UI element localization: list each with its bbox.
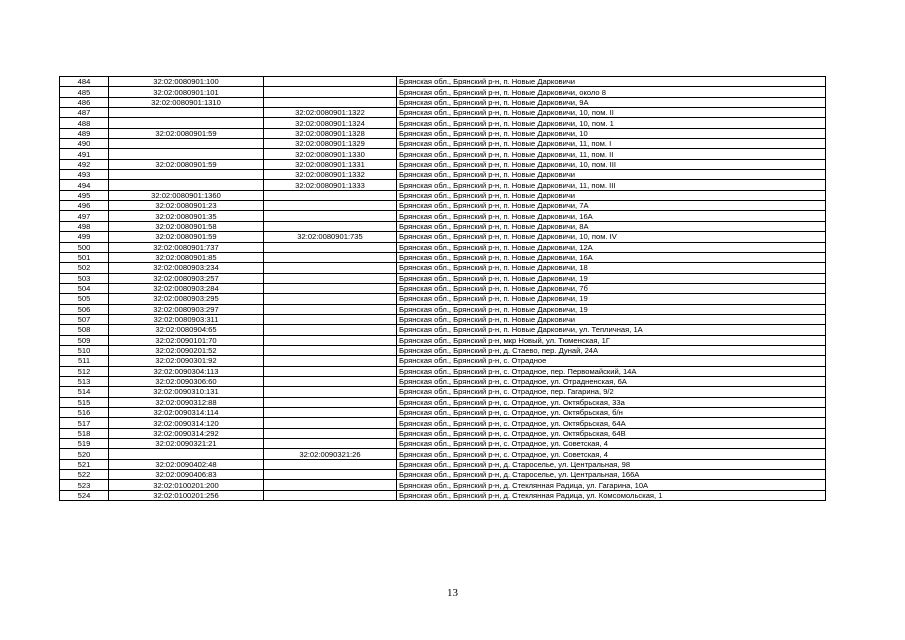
cadastral-number-cell: 32:02:0090321:21 [109,439,264,449]
table-row [60,490,826,500]
row-number-cell: 505 [60,294,109,304]
row-number-cell: 499 [60,232,109,242]
table-row [60,139,826,149]
cadastral-number-cell: 32:02:0080903:297 [109,304,264,314]
cadastral-number-cell: 32:02:0090301:92 [109,356,264,366]
address-cell: Брянская обл., Брянский р-н, п. Новые Дарковичи, 11, пом. III [397,180,826,190]
row-number-cell: 521 [60,459,109,469]
table-row [60,242,826,252]
row-number-cell: 509 [60,335,109,345]
row-number-cell: 503 [60,273,109,283]
premises-cadastral-number-cell [264,376,397,386]
table-row [60,418,826,428]
premises-cadastral-number-cell [264,263,397,273]
address-cell: Брянская обл., Брянский р-н, с. Отрадное, пер. Первомайский, 14А [397,366,826,376]
premises-cadastral-number-cell: 32:02:0080901:1328 [264,128,397,138]
address-cell: Брянская обл., Брянский р-н, с. Отрадное [397,356,826,366]
row-number-cell: 488 [60,118,109,128]
premises-cadastral-number-cell [264,221,397,231]
table-row [60,335,826,345]
cadastral-number-cell: 32:02:0080901:1310 [109,97,264,107]
cadastral-number-cell: 32:02:0080901:85 [109,252,264,262]
row-number-cell: 500 [60,242,109,252]
premises-cadastral-number-cell: 32:02:0080901:1330 [264,149,397,159]
property-table [59,76,826,501]
premises-cadastral-number-cell [264,252,397,262]
table-row [60,87,826,97]
premises-cadastral-number-cell: 32:02:0080901:1333 [264,180,397,190]
cadastral-number-cell [109,118,264,128]
table-row [60,408,826,418]
cadastral-number-cell: 32:02:0090402:48 [109,459,264,469]
table-row [60,459,826,469]
table-row [60,449,826,459]
table-row [60,345,826,355]
cadastral-number-cell: 32:02:0080901:23 [109,201,264,211]
cadastral-number-cell: 32:02:0090101:70 [109,335,264,345]
row-number-cell: 508 [60,325,109,335]
address-cell: Брянская обл., Брянский р-н, п. Новые Дарковичи, 19 [397,273,826,283]
premises-cadastral-number-cell: 32:02:0080901:1322 [264,108,397,118]
cadastral-number-cell [109,149,264,159]
row-number-cell: 507 [60,314,109,324]
address-cell: Брянская обл., Брянский р-н, п. Новые Дарковичи, 12А [397,242,826,252]
row-number-cell: 502 [60,263,109,273]
cadastral-number-cell: 32:02:0080901:737 [109,242,264,252]
row-number-cell: 492 [60,159,109,169]
address-cell: Брянская обл., Брянский р-н, с. Отрадное, ул. Советская, 4 [397,439,826,449]
table-row [60,159,826,169]
premises-cadastral-number-cell [264,470,397,480]
table-row [60,149,826,159]
table-row [60,201,826,211]
premises-cadastral-number-cell: 32:02:0080901:735 [264,232,397,242]
table-row [60,304,826,314]
address-cell: Брянская обл., Брянский р-н, с. Отрадное, ул. Октябрьская, 64В [397,428,826,438]
cadastral-number-cell: 32:02:0080903:295 [109,294,264,304]
premises-cadastral-number-cell [264,356,397,366]
row-number-cell: 506 [60,304,109,314]
table-row [60,221,826,231]
address-cell: Брянская обл., Брянский р-н, с. Отрадное, ул. Октябрьская, 64А [397,418,826,428]
cadastral-number-cell [109,449,264,459]
premises-cadastral-number-cell [264,418,397,428]
address-cell: Брянская обл., Брянский р-н, д. Стеклянная Радица, ул. Гагарина, 10А [397,480,826,490]
premises-cadastral-number-cell [264,304,397,314]
cadastral-number-cell: 32:02:0080904:65 [109,325,264,335]
table-row [60,470,826,480]
table-row [60,211,826,221]
row-number-cell: 516 [60,408,109,418]
row-number-cell: 484 [60,77,109,87]
premises-cadastral-number-cell [264,459,397,469]
table-row [60,397,826,407]
cadastral-number-cell: 32:02:0080903:284 [109,283,264,293]
row-number-cell: 515 [60,397,109,407]
address-cell: Брянская обл., Брянский р-н, п. Новые Дарковичи, 10 [397,128,826,138]
cadastral-number-cell: 32:02:0090312:88 [109,397,264,407]
address-cell: Брянская обл., Брянский р-н, п. Новые Дарковичи, 16А [397,211,826,221]
address-cell: Брянская обл., Брянский р-н, п. Новые Дарковичи, 18 [397,263,826,273]
address-cell: Брянская обл., Брянский р-н, д. Стеклянная Радица, ул. Комсомольская, 1 [397,490,826,500]
row-number-cell: 504 [60,283,109,293]
row-number-cell: 519 [60,439,109,449]
row-number-cell: 494 [60,180,109,190]
cadastral-number-cell [109,108,264,118]
cadastral-number-cell: 32:02:0090306:60 [109,376,264,386]
address-cell: Брянская обл., Брянский р-н, п. Новые Дарковичи, 7б [397,283,826,293]
row-number-cell: 497 [60,211,109,221]
row-number-cell: 510 [60,345,109,355]
premises-cadastral-number-cell [264,439,397,449]
cadastral-number-cell: 32:02:0090314:292 [109,428,264,438]
address-cell: Брянская обл., Брянский р-н, п. Новые Дарковичи [397,77,826,87]
premises-cadastral-number-cell [264,387,397,397]
table-row [60,283,826,293]
row-number-cell: 493 [60,170,109,180]
cadastral-number-cell: 32:02:0100201:200 [109,480,264,490]
address-cell: Брянская обл., Брянский р-н, с. Отрадное, ул. Отрадненская, 6А [397,376,826,386]
address-cell: Брянская обл., Брянский р-н, с. Отрадное, ул. Октябрьская, б/н [397,408,826,418]
address-cell: Брянская обл., Брянский р-н, п. Новые Дарковичи [397,190,826,200]
row-number-cell: 487 [60,108,109,118]
cadastral-number-cell: 32:02:0080901:59 [109,159,264,169]
premises-cadastral-number-cell [264,242,397,252]
table-row [60,180,826,190]
cadastral-number-cell: 32:02:0080901:59 [109,232,264,242]
row-number-cell: 491 [60,149,109,159]
cadastral-number-cell: 32:02:0100201:256 [109,490,264,500]
cadastral-number-cell: 32:02:0080901:58 [109,221,264,231]
table-row [60,366,826,376]
cadastral-number-cell: 32:02:0090201:52 [109,345,264,355]
address-cell: Брянская обл., Брянский р-н, п. Новые Дарковичи, 16А [397,252,826,262]
address-cell: Брянская обл., Брянский р-н, п. Новые Дарковичи, 11, пом. I [397,139,826,149]
cadastral-number-cell [109,180,264,190]
address-cell: Брянская обл., Брянский р-н, п. Новые Дарковичи, 19 [397,304,826,314]
table-row [60,170,826,180]
row-number-cell: 498 [60,221,109,231]
premises-cadastral-number-cell: 32:02:0080901:1329 [264,139,397,149]
premises-cadastral-number-cell [264,366,397,376]
address-cell: Брянская обл., Брянский р-н, д. Стаево, пер. Дунай, 24А [397,345,826,355]
premises-cadastral-number-cell [264,87,397,97]
address-cell: Брянская обл., Брянский р-н, п. Новые Дарковичи, 10, пом. II [397,108,826,118]
cadastral-number-cell: 32:02:0080903:311 [109,314,264,324]
premises-cadastral-number-cell [264,480,397,490]
cadastral-number-cell: 32:02:0080903:257 [109,273,264,283]
cadastral-number-cell: 32:02:0090314:114 [109,408,264,418]
row-number-cell: 522 [60,470,109,480]
premises-cadastral-number-cell [264,314,397,324]
premises-cadastral-number-cell [264,408,397,418]
row-number-cell: 495 [60,190,109,200]
table-row [60,325,826,335]
address-cell: Брянская обл., Брянский р-н, п. Новые Дарковичи, 19 [397,294,826,304]
table-row [60,387,826,397]
address-cell: Брянская обл., Брянский р-н, п. Новые Дарковичи [397,170,826,180]
premises-cadastral-number-cell: 32:02:0080901:1332 [264,170,397,180]
table-row [60,118,826,128]
address-cell: Брянская обл., Брянский р-н, п. Новые Дарковичи, около 8 [397,87,826,97]
address-cell: Брянская обл., Брянский р-н, п. Новые Дарковичи, 8А [397,221,826,231]
premises-cadastral-number-cell [264,397,397,407]
cadastral-number-cell: 32:02:0080903:234 [109,263,264,273]
cadastral-number-cell: 32:02:0090304:113 [109,366,264,376]
table-row [60,314,826,324]
cadastral-number-cell [109,170,264,180]
table-row [60,376,826,386]
premises-cadastral-number-cell [264,345,397,355]
premises-cadastral-number-cell [264,490,397,500]
row-number-cell: 523 [60,480,109,490]
premises-cadastral-number-cell [264,428,397,438]
row-number-cell: 490 [60,139,109,149]
row-number-cell: 489 [60,128,109,138]
cadastral-number-cell: 32:02:0080901:1360 [109,190,264,200]
premises-cadastral-number-cell [264,273,397,283]
row-number-cell: 513 [60,376,109,386]
premises-cadastral-number-cell [264,77,397,87]
address-cell: Брянская обл., Брянский р-н, с. Отрадное, пер. Гагарина, 9/2 [397,387,826,397]
premises-cadastral-number-cell: 32:02:0080901:1331 [264,159,397,169]
cadastral-number-cell: 32:02:0080901:101 [109,87,264,97]
premises-cadastral-number-cell [264,211,397,221]
row-number-cell: 517 [60,418,109,428]
table-row [60,77,826,87]
table-row [60,273,826,283]
row-number-cell: 485 [60,87,109,97]
row-number-cell: 511 [60,356,109,366]
row-number-cell: 501 [60,252,109,262]
premises-cadastral-number-cell [264,190,397,200]
address-cell: Брянская обл., Брянский р-н, п. Новые Дарковичи, ул. Тепличная, 1А [397,325,826,335]
table-row [60,108,826,118]
address-cell: Брянская обл., Брянский р-н, п. Новые Дарковичи, 9А [397,97,826,107]
premises-cadastral-number-cell: 32:02:0090321:26 [264,449,397,459]
address-cell: Брянская обл., Брянский р-н, мкр Новый, ул. Тюменская, 1Г [397,335,826,345]
row-number-cell: 514 [60,387,109,397]
row-number-cell: 524 [60,490,109,500]
cadastral-number-cell [109,139,264,149]
row-number-cell: 486 [60,97,109,107]
table-row [60,128,826,138]
address-cell: Брянская обл., Брянский р-н, п. Новые Дарковичи, 7А [397,201,826,211]
table-row [60,428,826,438]
premises-cadastral-number-cell [264,294,397,304]
premises-cadastral-number-cell [264,97,397,107]
table-row [60,480,826,490]
address-cell: Брянская обл., Брянский р-н, п. Новые Дарковичи, 11, пом. II [397,149,826,159]
premises-cadastral-number-cell [264,283,397,293]
address-cell: Брянская обл., Брянский р-н, д. Староселье, ул. Центральная, 166А [397,470,826,480]
row-number-cell: 512 [60,366,109,376]
table-row [60,263,826,273]
table-row [60,439,826,449]
cadastral-number-cell: 32:02:0090310:131 [109,387,264,397]
table-row [60,356,826,366]
table-row [60,252,826,262]
address-cell: Брянская обл., Брянский р-н, д. Староселье, ул. Центральная, 98 [397,459,826,469]
address-cell: Брянская обл., Брянский р-н, с. Отрадное, ул. Октябрьская, 33а [397,397,826,407]
address-cell: Брянская обл., Брянский р-н, п. Новые Дарковичи, 10, пом. 1 [397,118,826,128]
premises-cadastral-number-cell [264,325,397,335]
row-number-cell: 518 [60,428,109,438]
premises-cadastral-number-cell: 32:02:0080901:1324 [264,118,397,128]
table-row [60,190,826,200]
premises-cadastral-number-cell [264,201,397,211]
page-number: 13 [447,587,458,599]
premises-cadastral-number-cell [264,335,397,345]
row-number-cell: 496 [60,201,109,211]
cadastral-number-cell: 32:02:0090406:83 [109,470,264,480]
address-cell: Брянская обл., Брянский р-н, п. Новые Дарковичи [397,314,826,324]
cadastral-number-cell: 32:02:0080901:100 [109,77,264,87]
table-row [60,294,826,304]
address-cell: Брянская обл., Брянский р-н, с. Отрадное, ул. Советская, 4 [397,449,826,459]
cadastral-number-cell: 32:02:0080901:35 [109,211,264,221]
cadastral-number-cell: 32:02:0090314:120 [109,418,264,428]
address-cell: Брянская обл., Брянский р-н, п. Новые Дарковичи, 10, пом. IV [397,232,826,242]
cadastral-number-cell: 32:02:0080901:59 [109,128,264,138]
address-cell: Брянская обл., Брянский р-н, п. Новые Дарковичи, 10, пом. III [397,159,826,169]
table-body [60,77,826,501]
table-row [60,97,826,107]
row-number-cell: 520 [60,449,109,459]
table-row [60,232,826,242]
